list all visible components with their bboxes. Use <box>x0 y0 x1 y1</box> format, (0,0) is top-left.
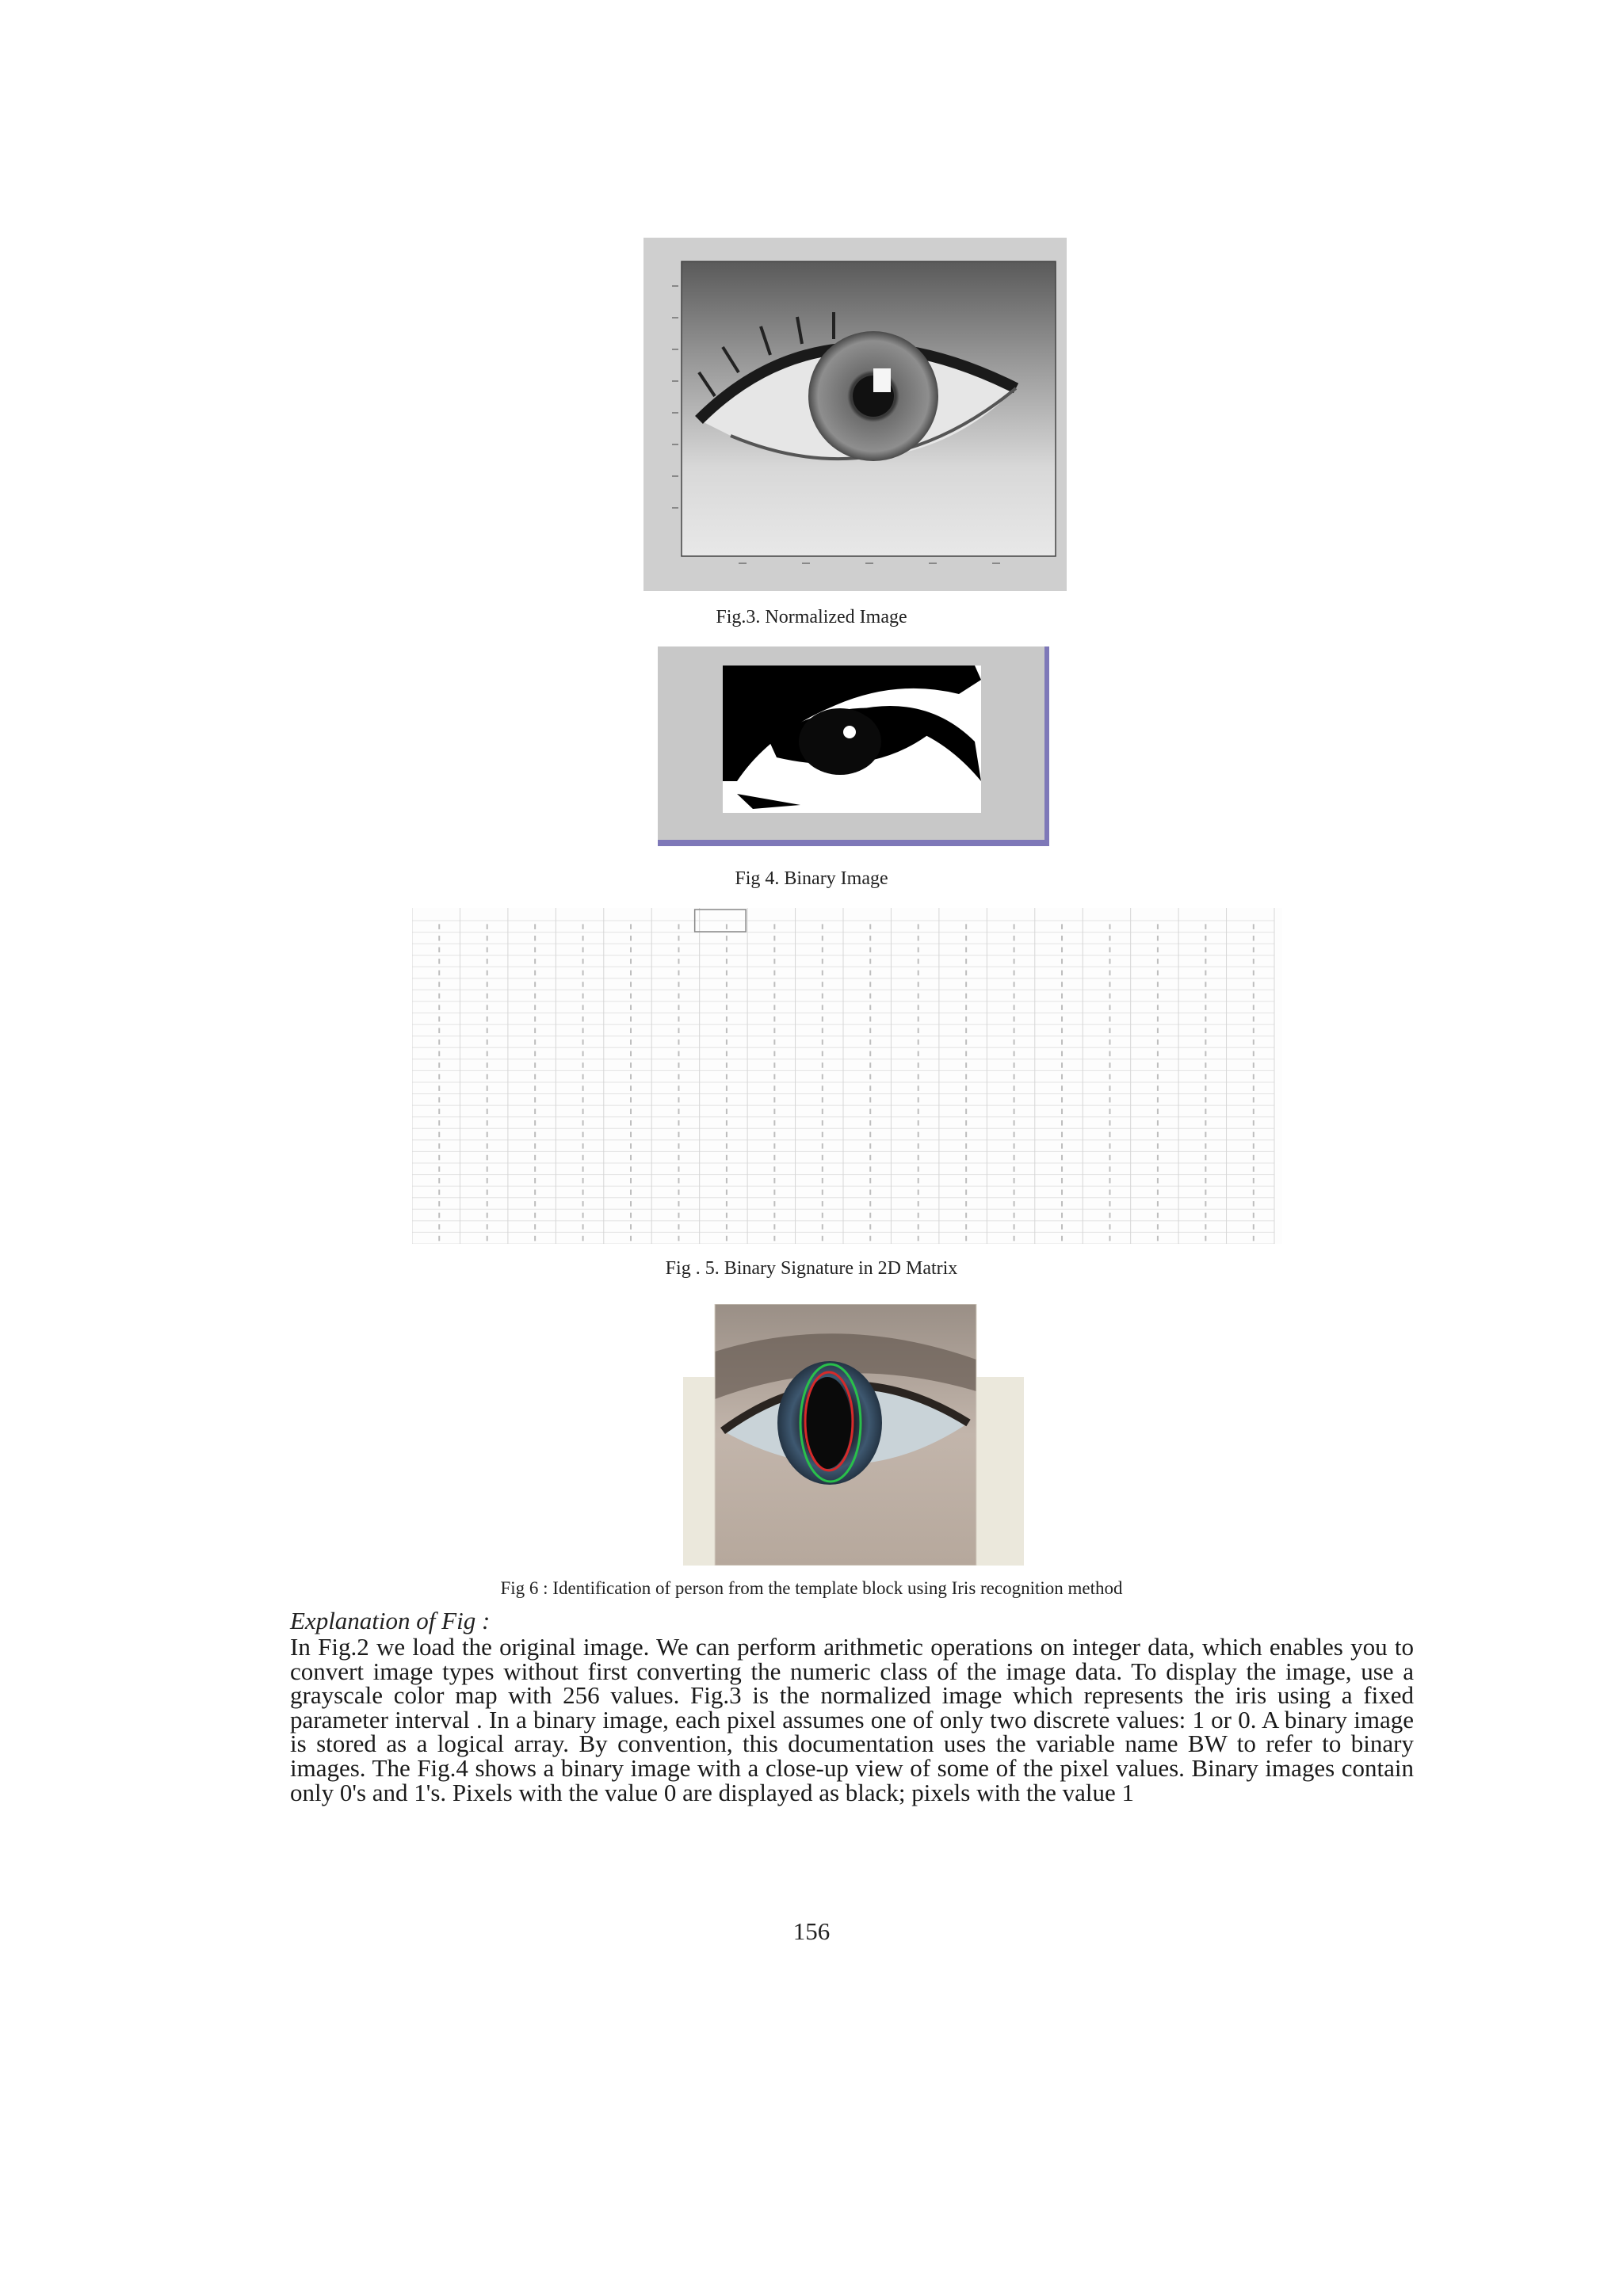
section-heading: Explanation of Fig : <box>290 1607 491 1634</box>
fig6-iris-photo <box>683 1304 1024 1566</box>
body-paragraph: In Fig.2 we load the original image. We can perform arithmetic operations on integer data, which enables you to convert image types without first converting the numeric class of the image data. To display the image, use a grayscale color map with 256 values. Fig.3 is the normalized image which represents the iris using a fixed parameter interval . In a binary image, each pixel assumes one of only two discrete values: 1 or 0. A binary image is stored as a logical array. By convention, this documentation uses the variable name BW to refer to binary images. The Fig.4 shows a binary image with a close-up view of some of the pixel values. Binary images contain only 0's and 1's. Pixels with the value 0 are displayed as black; pixels with the value 1 <box>290 1633 1414 1806</box>
fig3-normalized-image <box>643 238 1067 591</box>
fig4-caption: Fig 4. Binary Image <box>735 868 888 889</box>
fig5-caption: Fig . 5. Binary Signature in 2D Matrix <box>665 1258 958 1279</box>
fig4-binary-image <box>658 646 1049 846</box>
fig6-caption: Fig 6 : Identification of person from the template block using Iris recognition method <box>500 1578 1123 1598</box>
page-number: 156 <box>792 1917 831 1945</box>
fig3-caption: Fig.3. Normalized Image <box>716 607 907 627</box>
fig5-binary-matrix <box>412 908 1282 1244</box>
